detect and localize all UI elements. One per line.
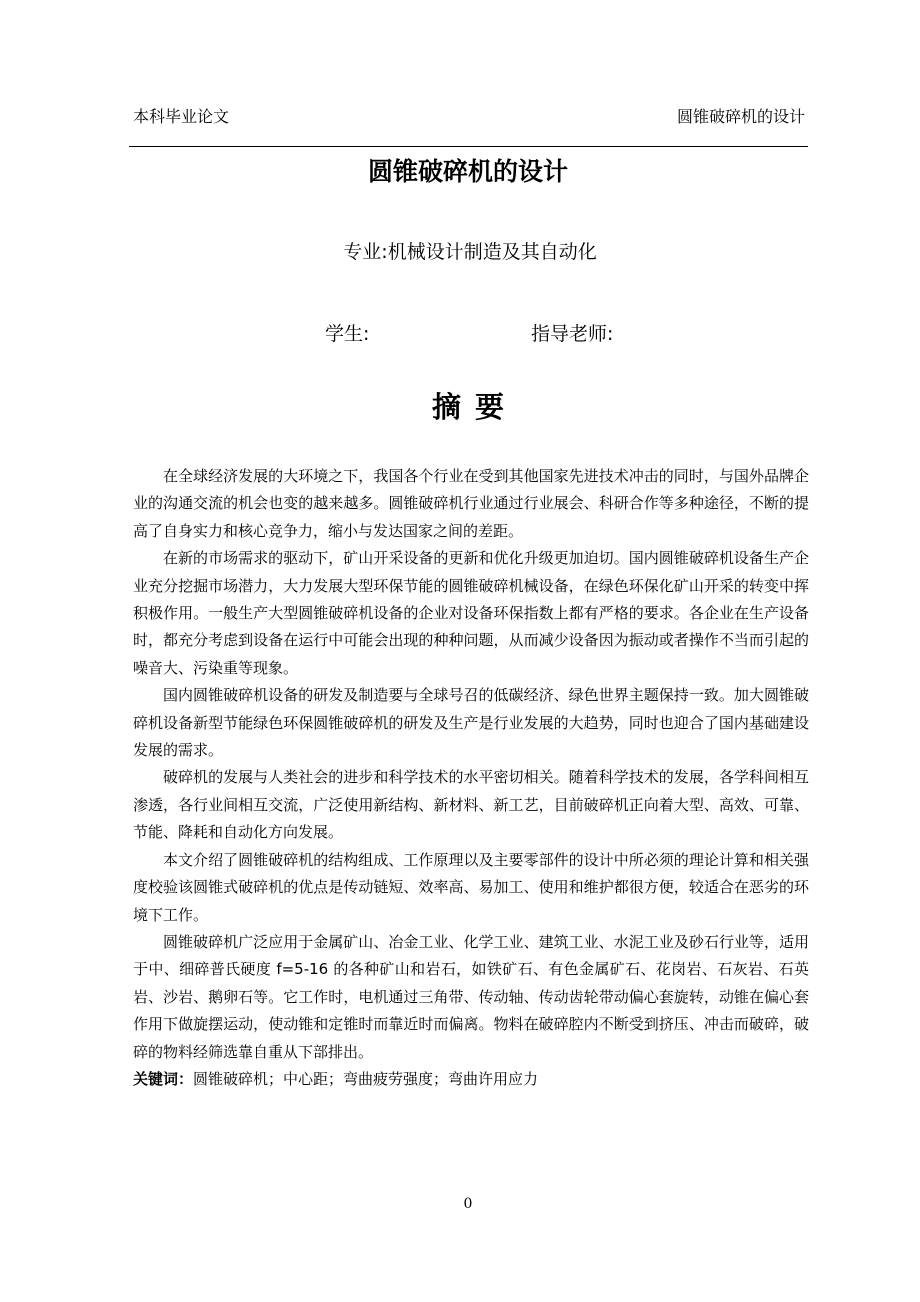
abstract-heading: 摘要 (431, 390, 518, 424)
running-header-right: 圆锥破碎机的设计 (676, 107, 805, 126)
keywords-label: 关键词： (133, 1069, 194, 1088)
major-line: 专业:机械设计制造及其自动化 (343, 241, 597, 263)
abstract-body (133, 463, 809, 1093)
abstract-paragraph: 在新的市场需求的驱动下，矿山开采设备的更新和优化升级更加迫切。国内圆锥破碎机设备生产企业充分挖掘市场潜力，大力发展大型环保节能的圆锥破碎机械设备，在绿色环保化矿山开采的转变中挥积极作用。一般生产大型圆锥破碎机设备的企业对设备环保指数上都有严格的要求。各企业在生产设备时，都充分考虑到设备在运行中可能会出现的种种问题，从而减少设备因为振动或者操作不当而引起的噪音大、污染重等现象。 (133, 549, 809, 677)
running-header-left: 本科毕业论文 (133, 107, 230, 126)
abstract-paragraph: 本文介绍了圆锥破碎机的结构组成、工作原理以及主要零部件的设计中所必须的理论计算和相关强度校验该圆锥式破碎机的优点是传动链短、效率高、易加工、使用和维护都很方便，较适合在恶劣的环境下工作。 (133, 850, 809, 924)
abstract-paragraph: 在全球经济发展的大环境之下，我国各个行业在受到其他国家先进技术冲击的同时，与国外品牌企业的沟通交流的机会也变的越来越多。圆锥破碎机行业通过行业展会、科研合作等多种途径，不断的提高了自身实力和核心竞争力，缩小与发达国家之间的差距。 (133, 467, 809, 540)
abstract-paragraph: 圆锥破碎机广泛应用于金属矿山、冶金工业、化学工业、建筑工业、水泥工业及砂石行业等，适用于中、细碎普氏硬度 f=5-16 的各种矿山和岩石，如铁矿石、有色金属矿石、花岗岩、石灰岩、石英岩、沙岩、鹅卵石等。它工作时，电机通过三角带、传动轴、传动齿轮带动偏心套旋转，动锥在偏心套作用下做旋摆运动，使动锥和定锥时而靠近时而偏离。物料在破碎腔内不断受到挤压、冲击而破碎，破碎的物料经筛选靠自重从下部排出。 (133, 932, 809, 1061)
page-number: 0 (463, 1196, 473, 1212)
abstract-paragraph: 破碎机的发展与人类社会的进步和科学技术的水平密切相关。随着科学技术的发展，各学科间相互渗透，各行业间相互交流，广泛使用新结构、新材料、新工艺，目前破碎机正向着大型、高效、可靠、节能、降耗和自动化方向发展。 (133, 768, 809, 842)
thesis-title: 圆锥破碎机的设计 (367, 157, 568, 186)
abstract-paragraph: 国内圆锥破碎机设备的研发及制造要与全球号召的低碳经济、绿色世界主题保持一致。加大圆锥破碎机设备新型节能绿色环保圆锥破碎机的研发及生产是行业发展的大趋势，同时也迎合了国内基础建设发展的需求。 (133, 686, 809, 760)
header-divider (129, 146, 808, 147)
keywords-line (133, 1066, 809, 1093)
keywords-text: 圆锥破碎机；中心距；弯曲疲劳强度；弯曲许用应力 (193, 1069, 539, 1088)
advisor-label: 指导老师: (531, 323, 614, 345)
student-label: 学生: (325, 323, 370, 345)
